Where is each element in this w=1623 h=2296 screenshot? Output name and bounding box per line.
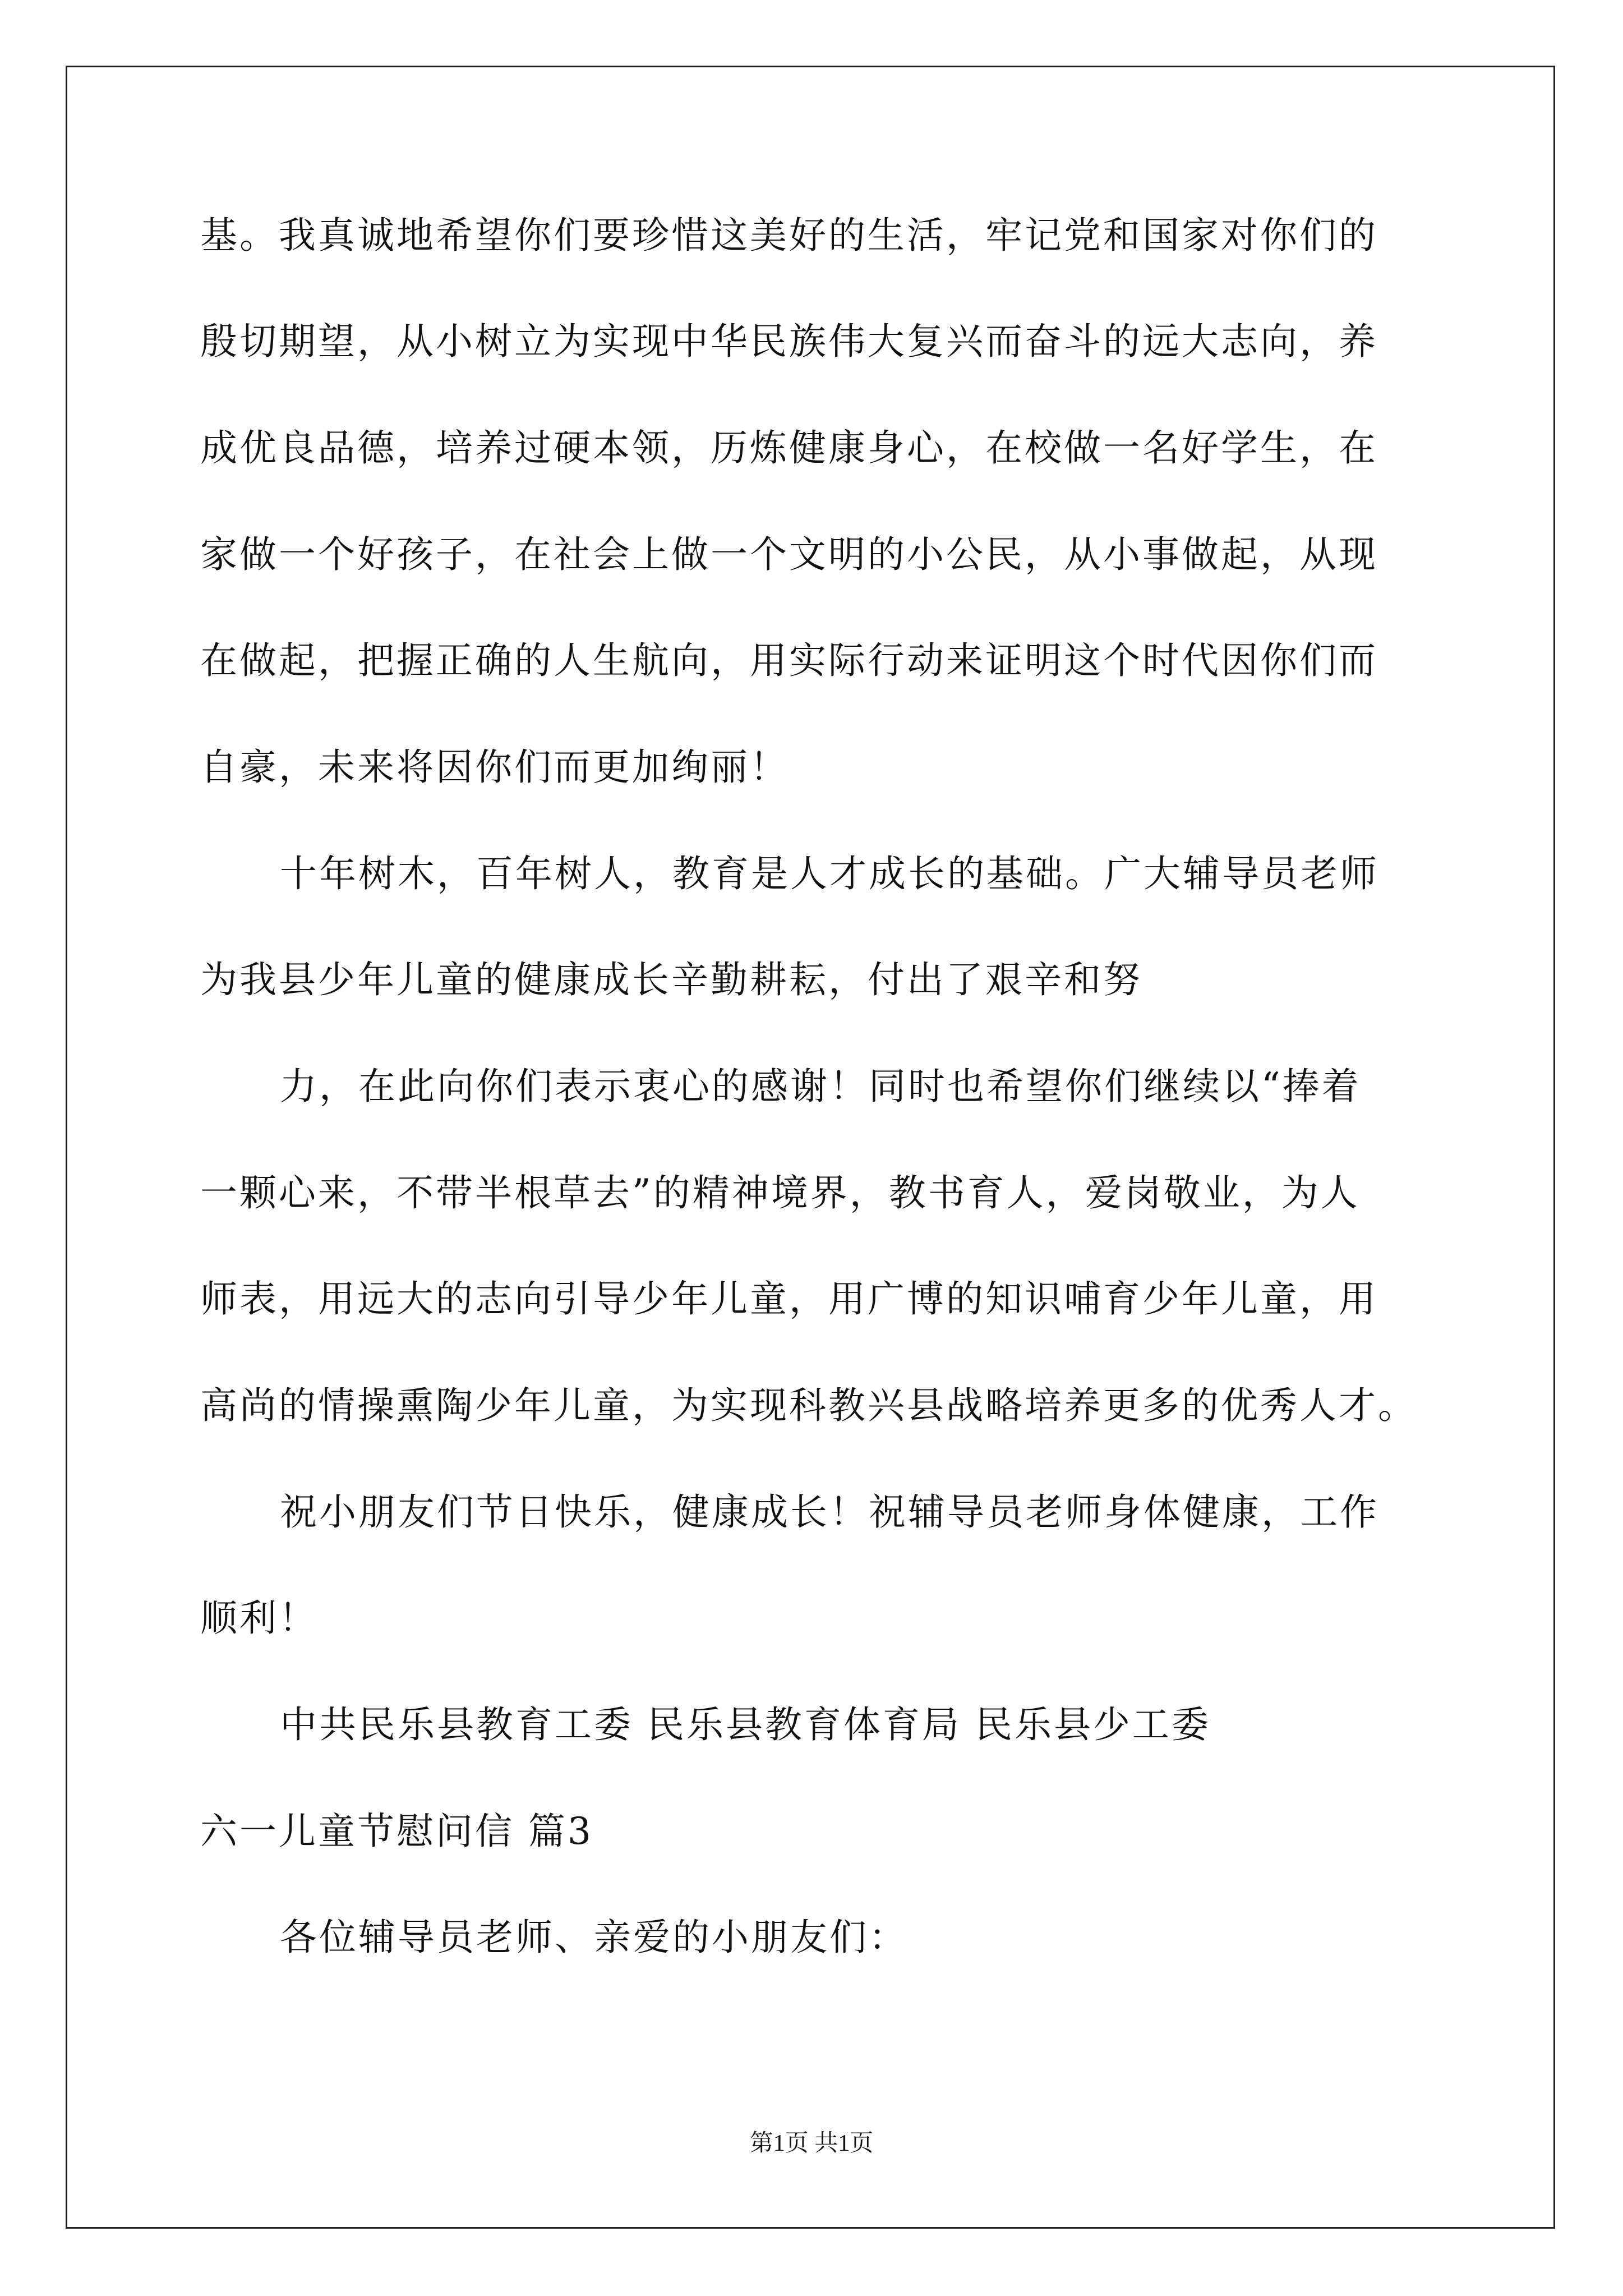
text-line: 为我县少年儿童的健康成长辛勤耕耘，付出了艰辛和努 <box>200 958 1142 1001</box>
text-line: 成优良品德，培养过硬本领，历炼健康身心，在校做一名好学生，在 <box>200 426 1378 470</box>
text-line: 基。我真诚地希望你们要珍惜这美好的生活，牢记党和国家对你们的 <box>200 214 1378 257</box>
text-line: 殷切期望，从小树立为实现中华民族伟大复兴而奋斗的远大志向，养 <box>200 320 1378 363</box>
paragraph-start-line: 祝小朋友们节日快乐，健康成长！祝辅导员老师身体健康，工作 <box>280 1490 1379 1534</box>
text-line: 顺利！ <box>200 1596 318 1640</box>
text-line: 师表，用远大的志向引导少年儿童，用广博的知识哺育少年儿童，用 <box>200 1277 1378 1320</box>
text-line: 在做起，把握正确的人生航向，用实际行动来证明这个时代因你们而 <box>200 639 1378 682</box>
text-line: 家做一个好孩子，在社会上做一个文明的小公民，从小事做起，从现 <box>200 533 1378 576</box>
text-line: 自豪，未来将因你们而更加绚丽！ <box>200 746 789 789</box>
page-footer: 第1页 共1页 <box>749 2131 874 2156</box>
paragraph-start-line: 十年树木，百年树人，教育是人才成长的基础。广大辅导员老师 <box>280 852 1379 895</box>
paragraph-start-line: 力，在此向你们表示衷心的感谢！同时也希望你们继续以“捧着 <box>280 1065 1361 1108</box>
text-line: 一颗心来，不带半根草去”的精神境界，教书育人，爱岗敬业，为人 <box>200 1171 1360 1214</box>
section-heading: 六一儿童节慰问信 篇3 <box>200 1810 593 1853</box>
signature-line: 中共民乐县教育工委 民乐县教育体育局 民乐县少工委 <box>280 1703 1211 1746</box>
salutation-line: 各位辅导员老师、亲爱的小朋友们： <box>280 1916 908 1959</box>
text-line: 高尚的情操熏陶少年儿童，为实现科教兴县战略培养更多的优秀人才。 <box>200 1384 1417 1427</box>
page-border <box>66 66 1555 2229</box>
